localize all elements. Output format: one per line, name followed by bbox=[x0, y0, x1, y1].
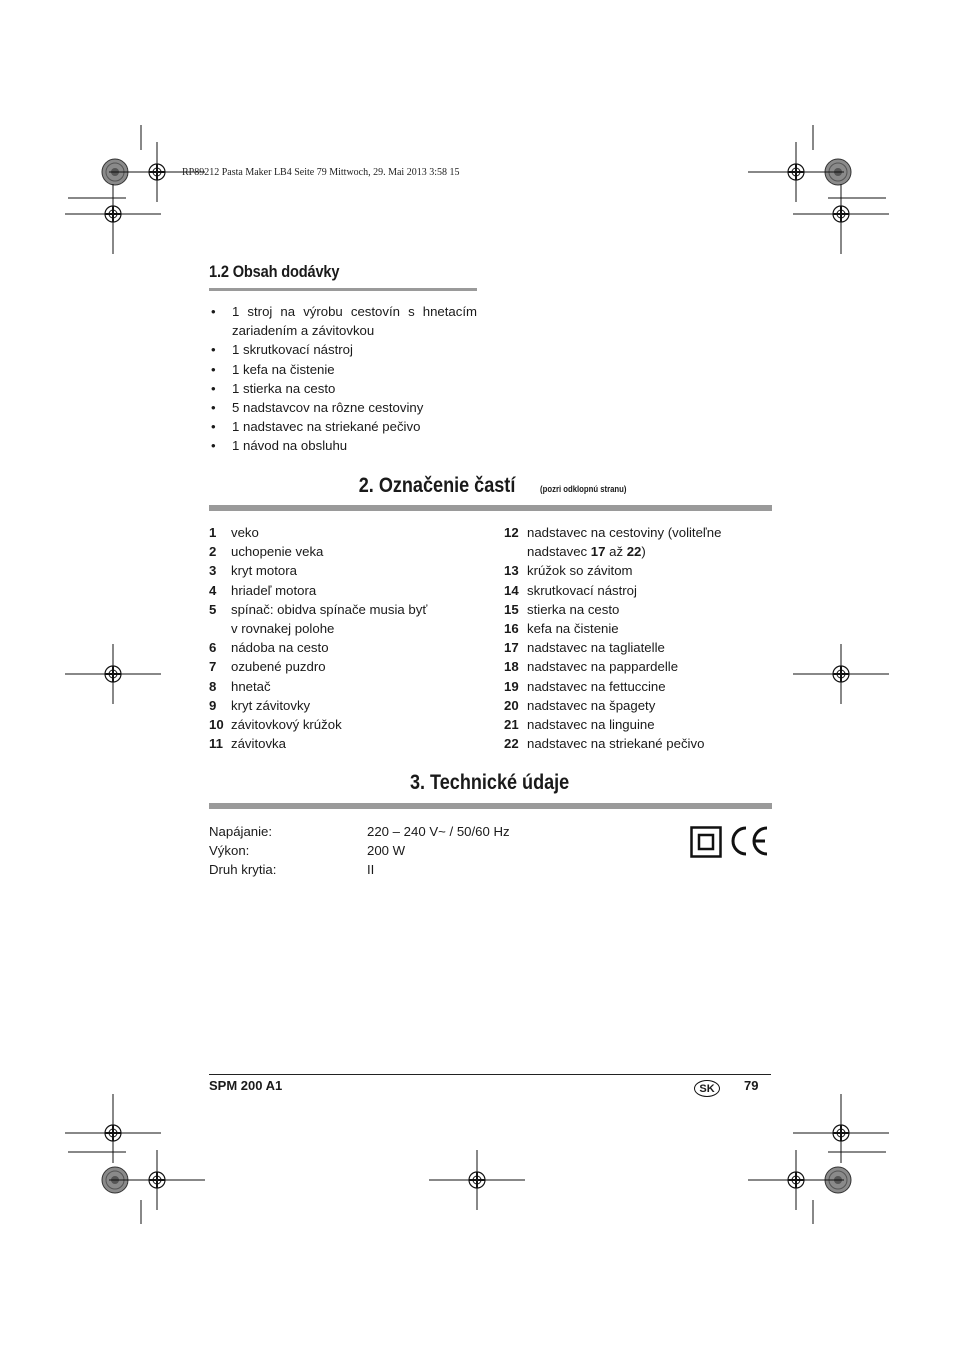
list-item: 15 stierka na cesto bbox=[504, 601, 620, 617]
list-item: 21 nadstavec na linguine bbox=[504, 717, 655, 733]
list-item: • 1 kefa na čistenie bbox=[211, 361, 335, 377]
table-row: Výkon: 200 W bbox=[209, 843, 406, 859]
section-heading-parts bbox=[209, 474, 771, 498]
list-item: 17 nadstavec na tagliatelle bbox=[504, 640, 665, 656]
footer-model-number: SPM 200 A1 bbox=[209, 1078, 283, 1093]
list-item: 5 spínač: obidva spínače musia byť v rovnakej polohe bbox=[209, 601, 428, 637]
parts-heading-text: 2. Označenie častí bbox=[359, 474, 516, 497]
footer-rule bbox=[209, 1074, 771, 1075]
page-number: 79 bbox=[744, 1078, 759, 1093]
list-item: 11 závitovka bbox=[209, 736, 286, 752]
language-badge: SK bbox=[694, 1080, 720, 1097]
list-item: 8 hnetač bbox=[209, 678, 271, 694]
list-item: 16 kefa na čistenie bbox=[504, 621, 619, 637]
list-item: 4 hriadeľ motora bbox=[209, 582, 317, 598]
technical-data-table bbox=[209, 822, 510, 880]
parts-list-left bbox=[209, 523, 459, 753]
list-item: 14 skrutkovací nástroj bbox=[504, 582, 637, 598]
parts-list-right bbox=[504, 523, 774, 753]
list-item: 22 nadstavec na striekané pečivo bbox=[504, 736, 705, 752]
ce-mark-icon bbox=[728, 824, 770, 858]
table-row: Napájanie: 220 – 240 V~ / 50/60 Hz bbox=[209, 824, 510, 839]
list-item: 12 nadstavec na cestoviny (voliteľne nadstavec 17 až 22) bbox=[504, 525, 722, 560]
print-slug-line: RP89212 Pasta Maker LB4 Seite 79 Mittwoch, 29. Mai 2013 3:58 15 bbox=[182, 167, 460, 178]
list-item: 10 závitovkový krúžok bbox=[209, 717, 342, 733]
list-item: • 1 stierka na cesto bbox=[211, 380, 336, 396]
list-item: 20 nadstavec na špagety bbox=[504, 697, 656, 713]
list-item: 9 kryt závitovky bbox=[209, 697, 311, 713]
list-item: 7 ozubené puzdro bbox=[209, 659, 326, 675]
list-item: 2 uchopenie veka bbox=[209, 544, 324, 560]
list-item: 18 nadstavec na pappardelle bbox=[504, 659, 679, 675]
section-rule bbox=[209, 505, 772, 511]
list-item: • 1 nadstavec na striekané pečivo bbox=[211, 419, 421, 435]
parts-heading-note: (pozri odklopnú stranu) bbox=[540, 484, 627, 494]
list-item: • 5 nadstavcov na rôzne cestoviny bbox=[211, 400, 424, 416]
contents-list bbox=[209, 302, 477, 456]
section-heading-technical bbox=[209, 771, 771, 795]
heading-underline bbox=[209, 288, 477, 291]
list-item: • 1 stroj na výrobu cestovín s hnetacím zariadením a závitovkou bbox=[211, 304, 477, 339]
technical-heading-text: 3. Technické údaje bbox=[410, 771, 570, 794]
list-item: • 1 skrutkovací nástroj bbox=[211, 342, 353, 358]
list-item: 6 nádoba na cesto bbox=[209, 640, 329, 656]
class-ii-double-insulation-icon bbox=[690, 826, 722, 858]
list-item: 3 kryt motora bbox=[209, 563, 297, 579]
list-item: 19 nadstavec na fettuccine bbox=[504, 678, 666, 694]
section-heading-contents: 1.2 Obsah dodávky bbox=[209, 262, 340, 281]
section-rule bbox=[209, 803, 772, 809]
list-item: 1 veko bbox=[209, 525, 259, 540]
table-row: Druh krytia: II bbox=[209, 862, 375, 878]
list-item: • 1 návod na obsluhu bbox=[211, 438, 348, 454]
list-item: 13 krúžok so závitom bbox=[504, 563, 633, 579]
